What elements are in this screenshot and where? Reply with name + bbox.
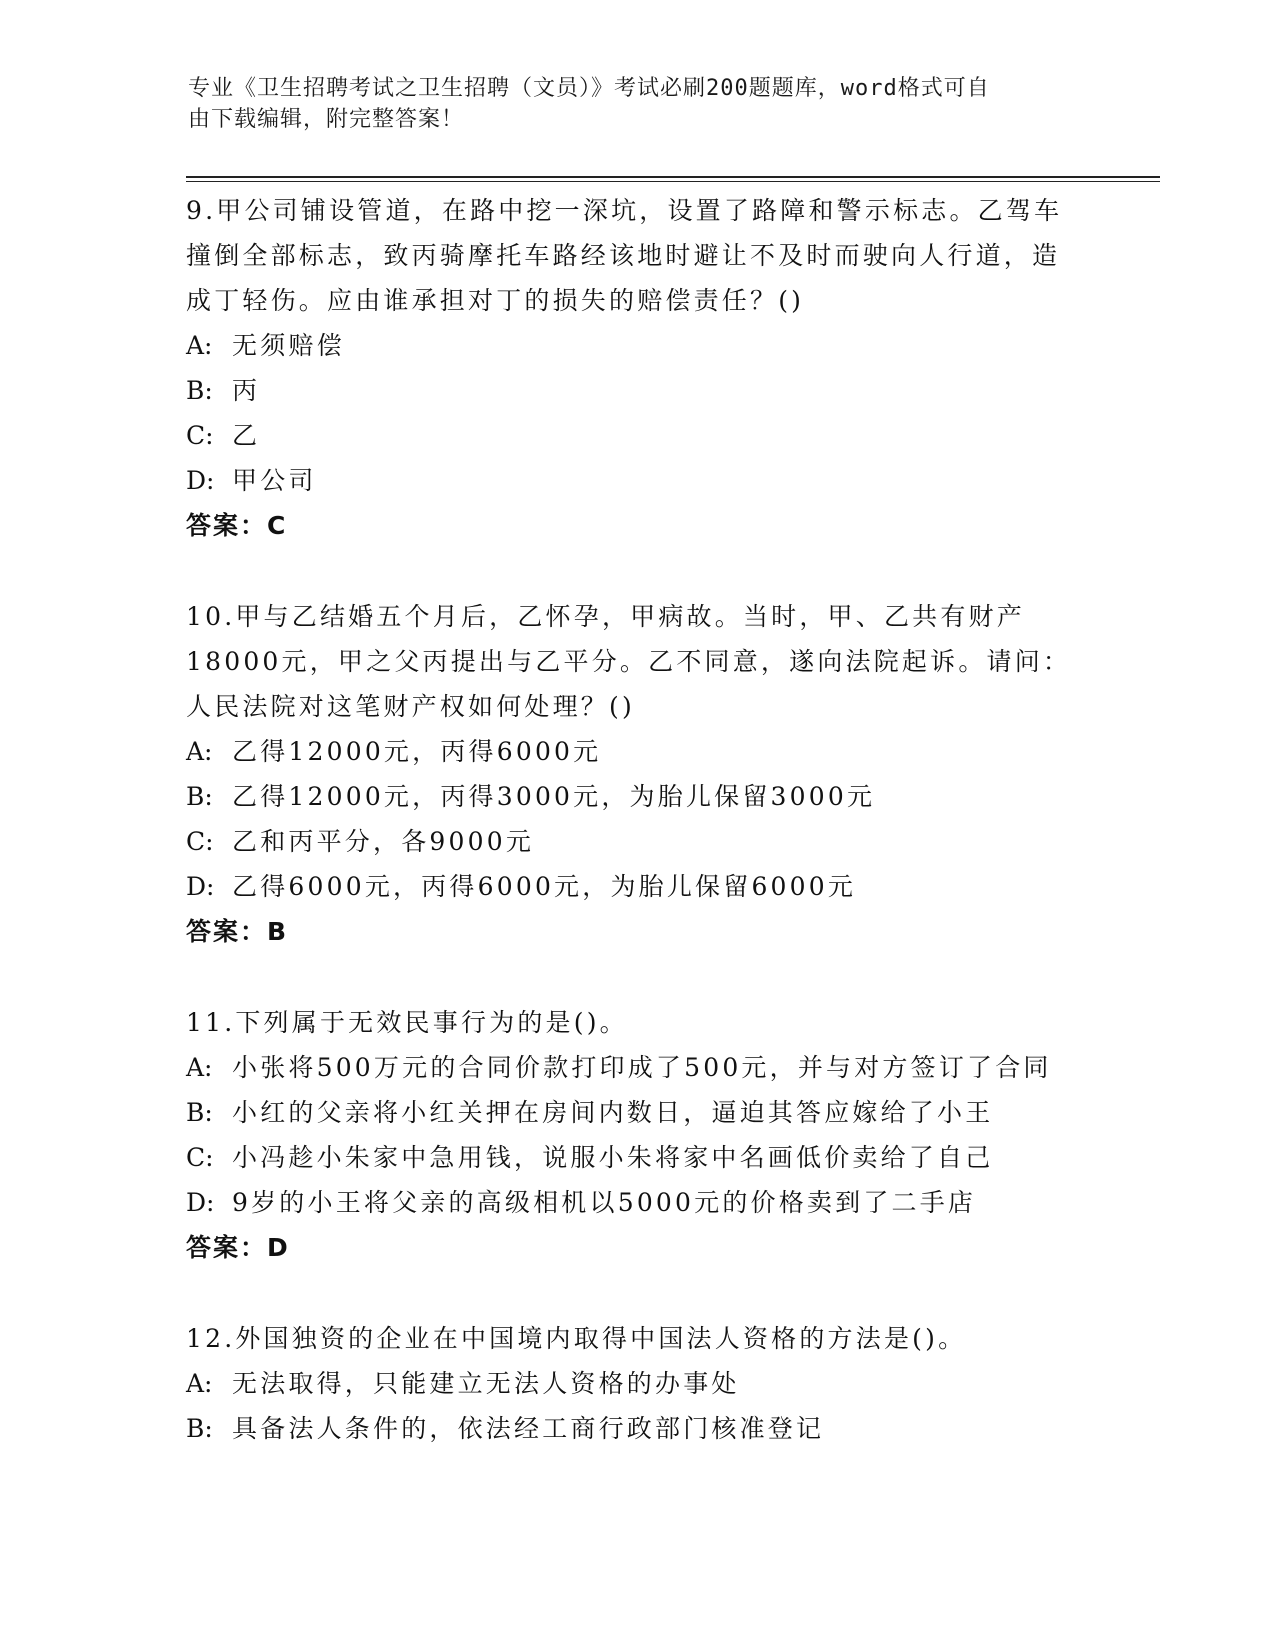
question-text: 甲公司铺设管道，在路中挖一深坑，设置了路障和警示标志。乙驾车撞倒全部标志，致丙骑摩托车路经该地时避让不及时而驶向人行道，造成丁轻伤。应由谁承担对丁的损失的赔偿责任？() [186, 196, 1063, 315]
option-text: 具备法人条件的，依法经工商行政部门核准登记 [232, 1414, 825, 1443]
option-d [186, 1180, 1086, 1225]
answer-line: 答案：D [186, 1233, 290, 1262]
question-stem [186, 1316, 1086, 1361]
option-letter: C: [186, 827, 214, 856]
question-9 [186, 188, 1086, 548]
option-text: 小冯趁小朱家中急用钱，说服小朱将家中名画低价卖给了自己 [232, 1143, 994, 1172]
option-letter: B: [186, 376, 213, 405]
option-text: 小红的父亲将小红关押在房间内数日，逼迫其答应嫁给了小王 [232, 1098, 994, 1127]
option-text: 9岁的小王将父亲的高级相机以5000元的价格卖到了二手店 [232, 1188, 977, 1217]
option-text: 无须赔偿 [232, 331, 345, 360]
option-d [186, 458, 1086, 503]
question-text: 外国独资的企业在中国境内取得中国法人资格的方法是()。 [235, 1324, 967, 1353]
header-line-2: 由下载编辑，附完整答案！ [188, 107, 465, 132]
header-line-1: 专业《卫生招聘考试之卫生招聘（文员）》考试必刷200题题库，word格式可自 [188, 76, 990, 101]
question-number: 10. [186, 602, 236, 631]
option-b [186, 774, 1086, 819]
option-text: 丙 [232, 376, 261, 405]
question-number: 9. [186, 196, 217, 225]
question-12 [186, 1316, 1086, 1451]
option-letter: B: [186, 1098, 213, 1127]
option-letter: D: [186, 872, 215, 901]
option-text: 乙 [232, 421, 261, 450]
option-a [186, 323, 1086, 368]
option-letter: A: [186, 737, 213, 766]
option-text: 无法取得，只能建立无法人资格的办事处 [232, 1369, 740, 1398]
option-b [186, 1090, 1086, 1135]
option-c [186, 1135, 1086, 1180]
option-letter: C: [186, 1143, 214, 1172]
option-b [186, 1406, 1086, 1451]
question-stem [186, 188, 1086, 323]
question-stem [186, 1000, 1086, 1045]
option-letter: D: [186, 1188, 215, 1217]
answer-line: 答案：C [186, 511, 288, 540]
question-list [186, 188, 1086, 1497]
option-a [186, 729, 1086, 774]
answer-line: 答案：B [186, 917, 289, 946]
question-stem [186, 594, 1086, 729]
option-letter: B: [186, 782, 213, 811]
option-a [186, 1361, 1086, 1406]
question-10 [186, 594, 1086, 954]
option-c [186, 413, 1086, 458]
option-c [186, 819, 1086, 864]
option-text: 小张将500万元的合同价款打印成了500元，并与对方签订了合同 [232, 1053, 1052, 1082]
question-text: 甲与乙结婚五个月后，乙怀孕，甲病故。当时，甲、乙共有财产18000元，甲之父丙提出与乙平分。乙不同意，遂向法院起诉。请问：人民法院对这笔财产权如何处理？() [186, 602, 1072, 721]
header-divider-thin [186, 181, 1160, 182]
option-text: 甲公司 [232, 466, 317, 495]
option-letter: C: [186, 421, 214, 450]
question-number: 12. [186, 1324, 236, 1353]
option-letter: A: [186, 1369, 213, 1398]
question-number: 11. [186, 1008, 236, 1037]
question-11 [186, 1000, 1086, 1270]
option-text: 乙得12000元，丙得3000元，为胎儿保留3000元 [232, 782, 876, 811]
header-divider-thick [186, 176, 1160, 178]
option-letter: A: [186, 331, 213, 360]
option-text: 乙和丙平分，各9000元 [232, 827, 535, 856]
option-text: 乙得6000元，丙得6000元，为胎儿保留6000元 [232, 872, 857, 901]
option-a [186, 1045, 1086, 1090]
option-letter: A: [186, 1053, 213, 1082]
option-b [186, 368, 1086, 413]
option-letter: D: [186, 466, 215, 495]
option-text: 乙得12000元，丙得6000元 [232, 737, 602, 766]
question-text: 下列属于无效民事行为的是()。 [235, 1008, 628, 1037]
document-header [188, 73, 1088, 135]
option-d [186, 864, 1086, 909]
option-letter: B: [186, 1414, 213, 1443]
